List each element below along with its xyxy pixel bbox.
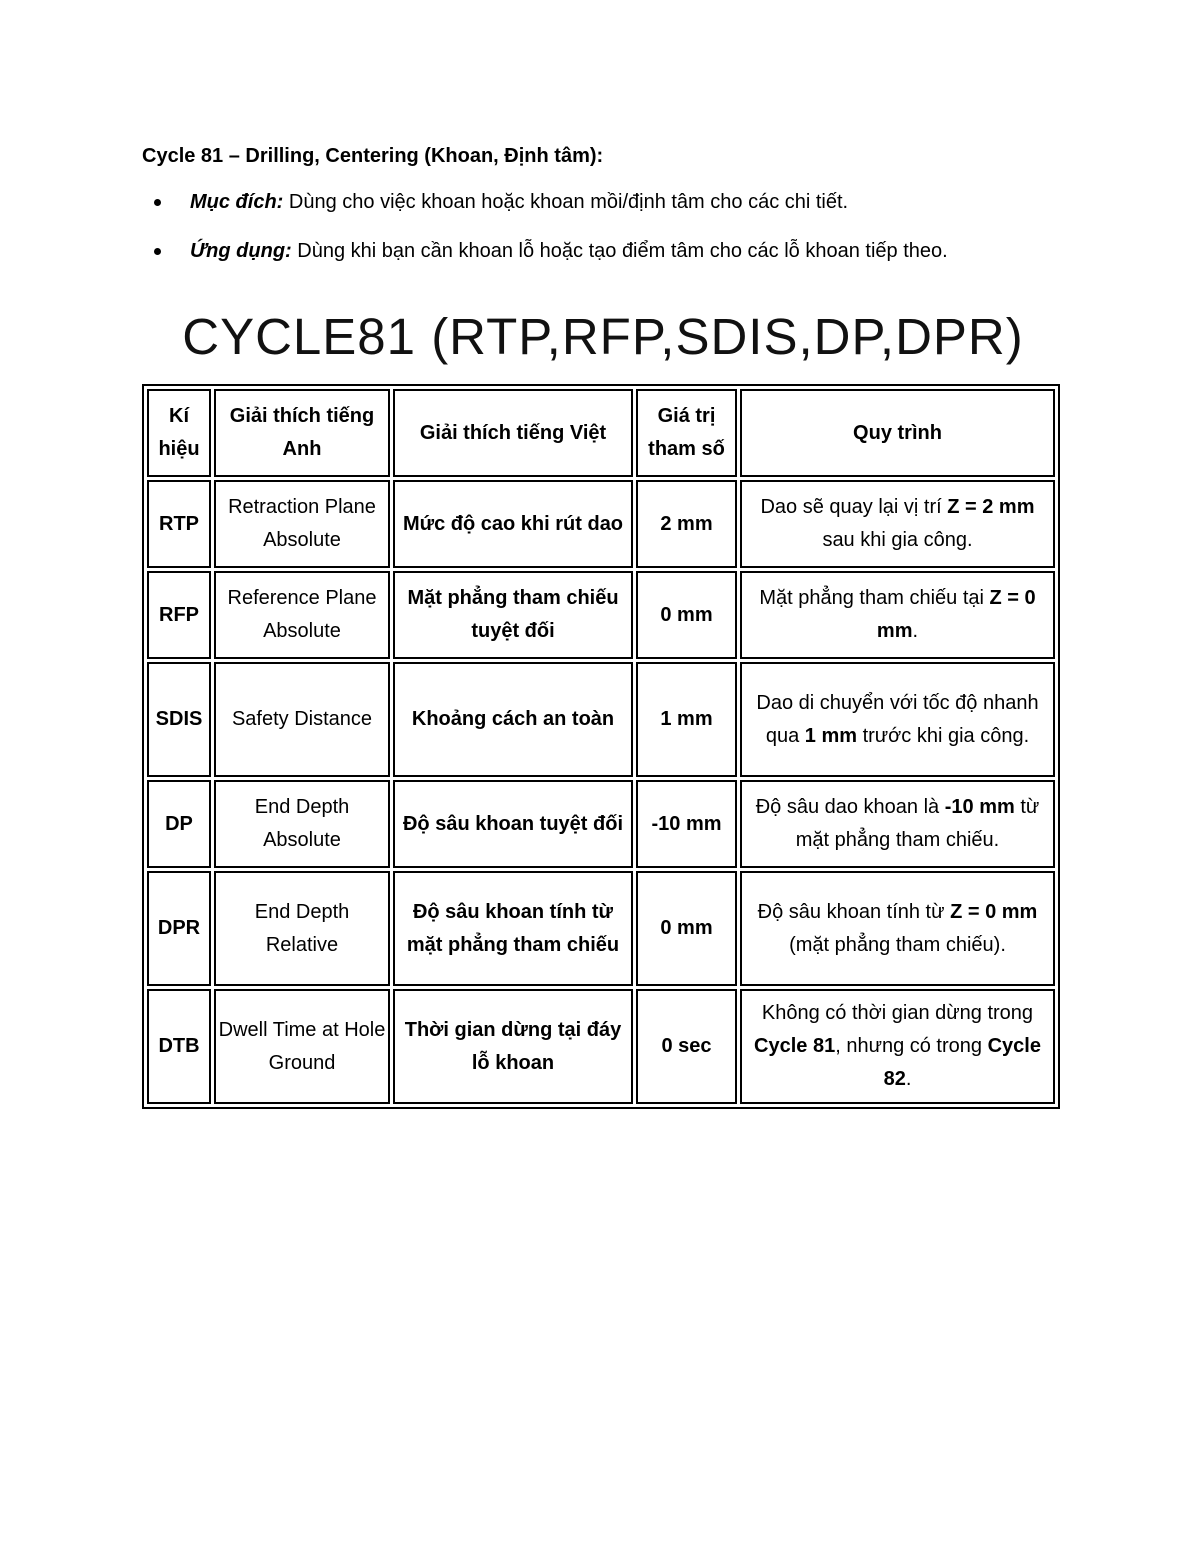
cell-symbol: SDIS xyxy=(147,662,211,777)
cell-process xyxy=(740,780,1055,868)
cell-value: 1 mm xyxy=(636,662,737,777)
bullet-text: Dùng cho việc khoan hoặc khoan mồi/định tâm cho các chi tiết. xyxy=(283,191,849,213)
cell-vietnamese: Độ sâu khoan tính từ mặt phẳng tham chiếu xyxy=(393,871,633,986)
cell-value: 0 mm xyxy=(636,571,737,659)
cell-english: Dwell Time at Hole Ground xyxy=(214,989,390,1104)
cell-value: 0 sec xyxy=(636,989,737,1104)
table-row xyxy=(147,662,1055,777)
bullet-key: Mục đích: xyxy=(190,191,284,213)
process-text: Độ sâu dao khoan là xyxy=(755,796,945,818)
cell-symbol: DPR xyxy=(147,871,211,986)
process-text: sau khi gia công. xyxy=(822,529,973,551)
process-text: . xyxy=(905,1068,912,1090)
cell-english: Retraction Plane Absolute xyxy=(214,480,390,568)
process-text: Độ sâu khoan tính từ xyxy=(757,900,951,923)
process-text: . xyxy=(912,620,919,642)
cell-vietnamese: Mặt phẳng tham chiếu tuyệt đối xyxy=(393,571,633,659)
process-text: Dao di chuyển với tốc độ nhanh qua xyxy=(756,691,1039,747)
bullet-list xyxy=(152,188,948,286)
cell-english: End Depth Absolute xyxy=(214,780,390,868)
process-text: trước khi gia công. xyxy=(857,724,1030,747)
table-row xyxy=(147,571,1055,659)
process-emphasis: 1 mm xyxy=(804,724,858,747)
bullet-item-purpose xyxy=(152,188,948,237)
table-row xyxy=(147,989,1055,1104)
bullet-dot-icon xyxy=(154,248,161,255)
process-text: (mặt phẳng tham chiếu). xyxy=(789,933,1006,956)
process-emphasis: Z = 2 mm xyxy=(947,496,1035,518)
cell-value: 0 mm xyxy=(636,871,737,986)
cell-process xyxy=(740,571,1055,659)
column-header-process: Quy trình xyxy=(740,389,1055,477)
cell-process xyxy=(740,989,1055,1104)
cycle-signature-image: CYCLE81 (RTP,RFP,SDIS,DP,DPR) xyxy=(182,308,1024,365)
process-text: , nhưng có trong xyxy=(835,1035,988,1057)
process-text: Dao sẽ quay lại vị trí xyxy=(760,496,948,518)
cell-vietnamese: Mức độ cao khi rút dao xyxy=(393,480,633,568)
cell-value: -10 mm xyxy=(636,780,737,868)
table-row xyxy=(147,871,1055,986)
bullet-key: Ứng dụng: xyxy=(190,240,292,262)
cell-vietnamese: Thời gian dừng tại đáy lỗ khoan xyxy=(393,989,633,1104)
process-text: từ mặt phẳng tham chiếu. xyxy=(795,796,1040,851)
cell-symbol: DTB xyxy=(147,989,211,1104)
column-header-vietnamese: Giải thích tiếng Việt xyxy=(393,389,633,477)
bullet-text: Dùng khi bạn cần khoan lỗ hoặc tạo điểm tâm cho các lỗ khoan tiếp theo. xyxy=(291,240,948,262)
column-header-symbol: Kí hiệu xyxy=(147,389,211,477)
process-emphasis: -10 mm xyxy=(944,796,1015,818)
table-row xyxy=(147,780,1055,868)
cell-english: Safety Distance xyxy=(214,662,390,777)
table-row xyxy=(147,480,1055,568)
cell-english: End Depth Relative xyxy=(214,871,390,986)
column-header-value: Giá trị tham số xyxy=(636,389,737,477)
section-heading: Cycle 81 – Drilling, Centering (Khoan, Định tâm): xyxy=(142,145,604,167)
cell-symbol: RTP xyxy=(147,480,211,568)
cell-english: Reference Plane Absolute xyxy=(214,571,390,659)
cell-vietnamese: Khoảng cách an toàn xyxy=(393,662,633,777)
process-emphasis: Z = 0 mm xyxy=(876,587,1036,642)
cell-value: 2 mm xyxy=(636,480,737,568)
parameter-table xyxy=(142,384,1060,1109)
process-text: Không có thời gian dừng trong xyxy=(761,1002,1034,1024)
cell-symbol: DP xyxy=(147,780,211,868)
bullet-dot-icon xyxy=(154,199,161,206)
cell-process xyxy=(740,871,1055,986)
process-text: Mặt phẳng tham chiếu tại xyxy=(759,587,990,609)
parameter-table-wrapper xyxy=(142,384,1060,1109)
table-header-row xyxy=(147,389,1055,477)
process-emphasis: Cycle 82 xyxy=(883,1035,1041,1090)
cell-symbol: RFP xyxy=(147,571,211,659)
column-header-english: Giải thích tiếng Anh xyxy=(214,389,390,477)
process-emphasis: Z = 0 mm xyxy=(950,900,1038,923)
bullet-item-application xyxy=(152,237,948,286)
cell-vietnamese: Độ sâu khoan tuyệt đối xyxy=(393,780,633,868)
cell-process xyxy=(740,480,1055,568)
cell-process xyxy=(740,662,1055,777)
process-emphasis: Cycle 81 xyxy=(754,1035,836,1057)
